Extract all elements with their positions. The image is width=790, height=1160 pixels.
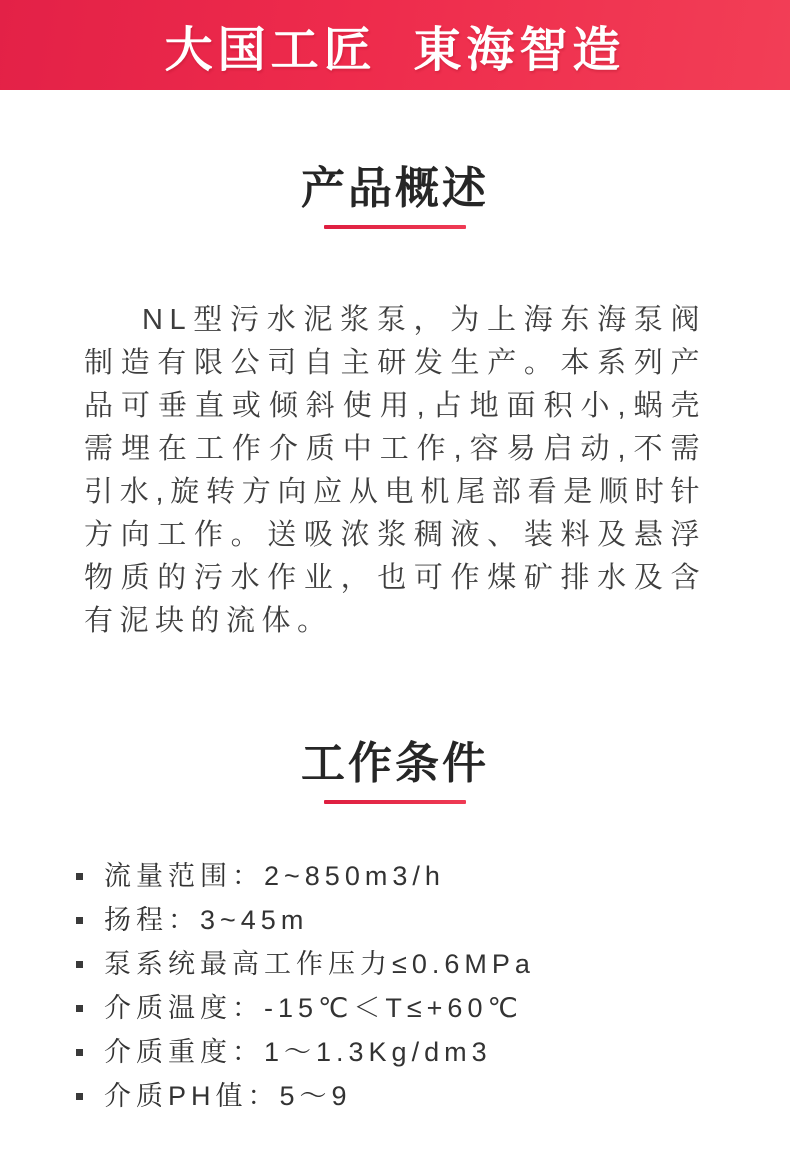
bullet-icon xyxy=(76,873,83,880)
overview-paragraph: NL型污水泥浆泵，为上海东海泵阀制造有限公司自主研发生产。本系列产品可垂直或倾斜使用,占地面积小,蜗壳需埋在工作介质中工作,容易启动,不需引水,旋转方向应从电机尾部看是顺时针方向工作。送吸浓浆稠液、装料及悬浮物质的污水作业，也可作煤矿排水及含有泥块的流体。 xyxy=(84,304,706,637)
list-item-head xyxy=(74,898,750,942)
bullet-icon xyxy=(76,1093,83,1100)
bullet-icon xyxy=(76,917,83,924)
header-banner xyxy=(0,0,790,90)
list-item-medium-ph xyxy=(74,1074,750,1118)
bullet-icon xyxy=(76,1049,83,1056)
list-item-text: 扬程：3~45m xyxy=(104,905,309,935)
list-item-text: 介质PH值：5～9 xyxy=(104,1081,352,1111)
list-item-medium-temperature xyxy=(74,986,750,1030)
list-item-text: 介质重度：1～1.3Kg/dm3 xyxy=(104,1037,492,1067)
list-item-text: 流量范围：2~850m3/h xyxy=(104,861,445,891)
overview-title-underline xyxy=(324,225,466,229)
working-conditions-title-underline xyxy=(324,800,466,804)
overview-title: 产品概述 xyxy=(301,164,489,213)
list-item-medium-density xyxy=(74,1030,750,1074)
bullet-icon xyxy=(76,1005,83,1012)
section-product-overview xyxy=(0,166,790,643)
list-item-text: 介质温度：-15℃＜T≤+60℃ xyxy=(104,993,523,1023)
working-conditions-title: 工作条件 xyxy=(301,739,489,788)
list-item-text: 泵系统最高工作压力≤0.6MPa xyxy=(104,949,535,979)
banner-title: 大国工匠 東海智造 xyxy=(164,23,626,77)
bullet-icon xyxy=(76,961,83,968)
list-item-max-pressure xyxy=(74,942,750,986)
conditions-list xyxy=(74,854,750,1118)
section-working-conditions xyxy=(0,741,790,1118)
list-item-flow-range xyxy=(74,854,750,898)
